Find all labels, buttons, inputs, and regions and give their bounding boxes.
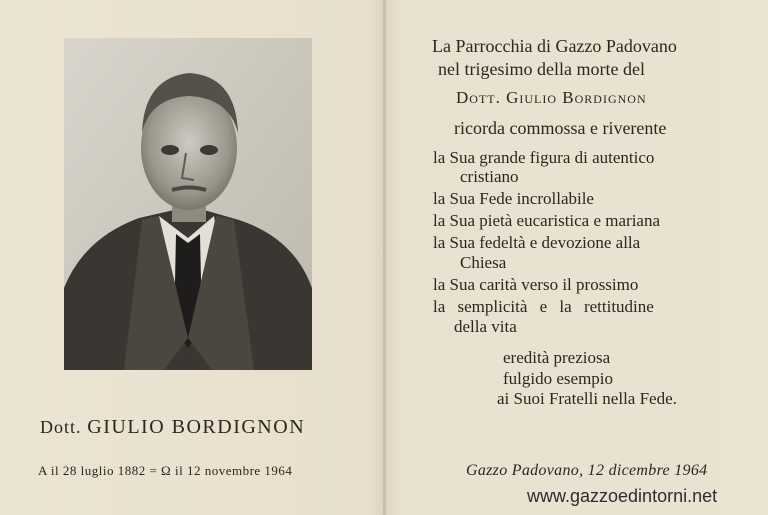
text-line: della vita [454, 317, 517, 336]
text-line: Dott. Giulio Bordignon [456, 88, 647, 107]
text-line: Chiesa [460, 253, 507, 272]
text-line: la Sua Fede incrollabile [433, 189, 594, 208]
dedication-text [400, 0, 768, 515]
portrait-image [64, 38, 312, 370]
text-line: ai Suoi Fratelli nella Fede. [497, 389, 677, 408]
text-line: La Parrocchia di Gazzo Padovano [432, 36, 677, 56]
text-line: la Sua grande figura di autentico [433, 148, 655, 167]
life-dates: A il 28 luglio 1882 = Ω il 12 novembre 1964 [38, 463, 293, 478]
text-line: ricorda commossa e riverente [454, 118, 667, 138]
portrait-photo [64, 38, 312, 370]
name-caption [40, 416, 350, 439]
watermark-url: www.gazzoedintorni.net [527, 486, 718, 506]
place-date: Gazzo Padovano, 12 dicembre 1964 [466, 462, 708, 479]
name-title: Dott. [40, 417, 82, 437]
text-line: fulgido esempio [503, 369, 614, 388]
deceased-name: GIULIO BORDIGNON [87, 416, 306, 438]
text-line: nel trigesimo della morte del [438, 59, 645, 79]
text-line: eredità preziosa [503, 348, 611, 367]
text-line: la Sua pietà eucaristica e mariana [433, 211, 661, 230]
text-line: la semplicità e la rettitudine [433, 297, 654, 316]
text-line: la Sua carità verso il prossimo [433, 275, 639, 294]
text-line: la Sua fedeltà e devozione alla [433, 233, 641, 252]
text-line: cristiano [460, 167, 519, 186]
fold-line [383, 0, 386, 515]
